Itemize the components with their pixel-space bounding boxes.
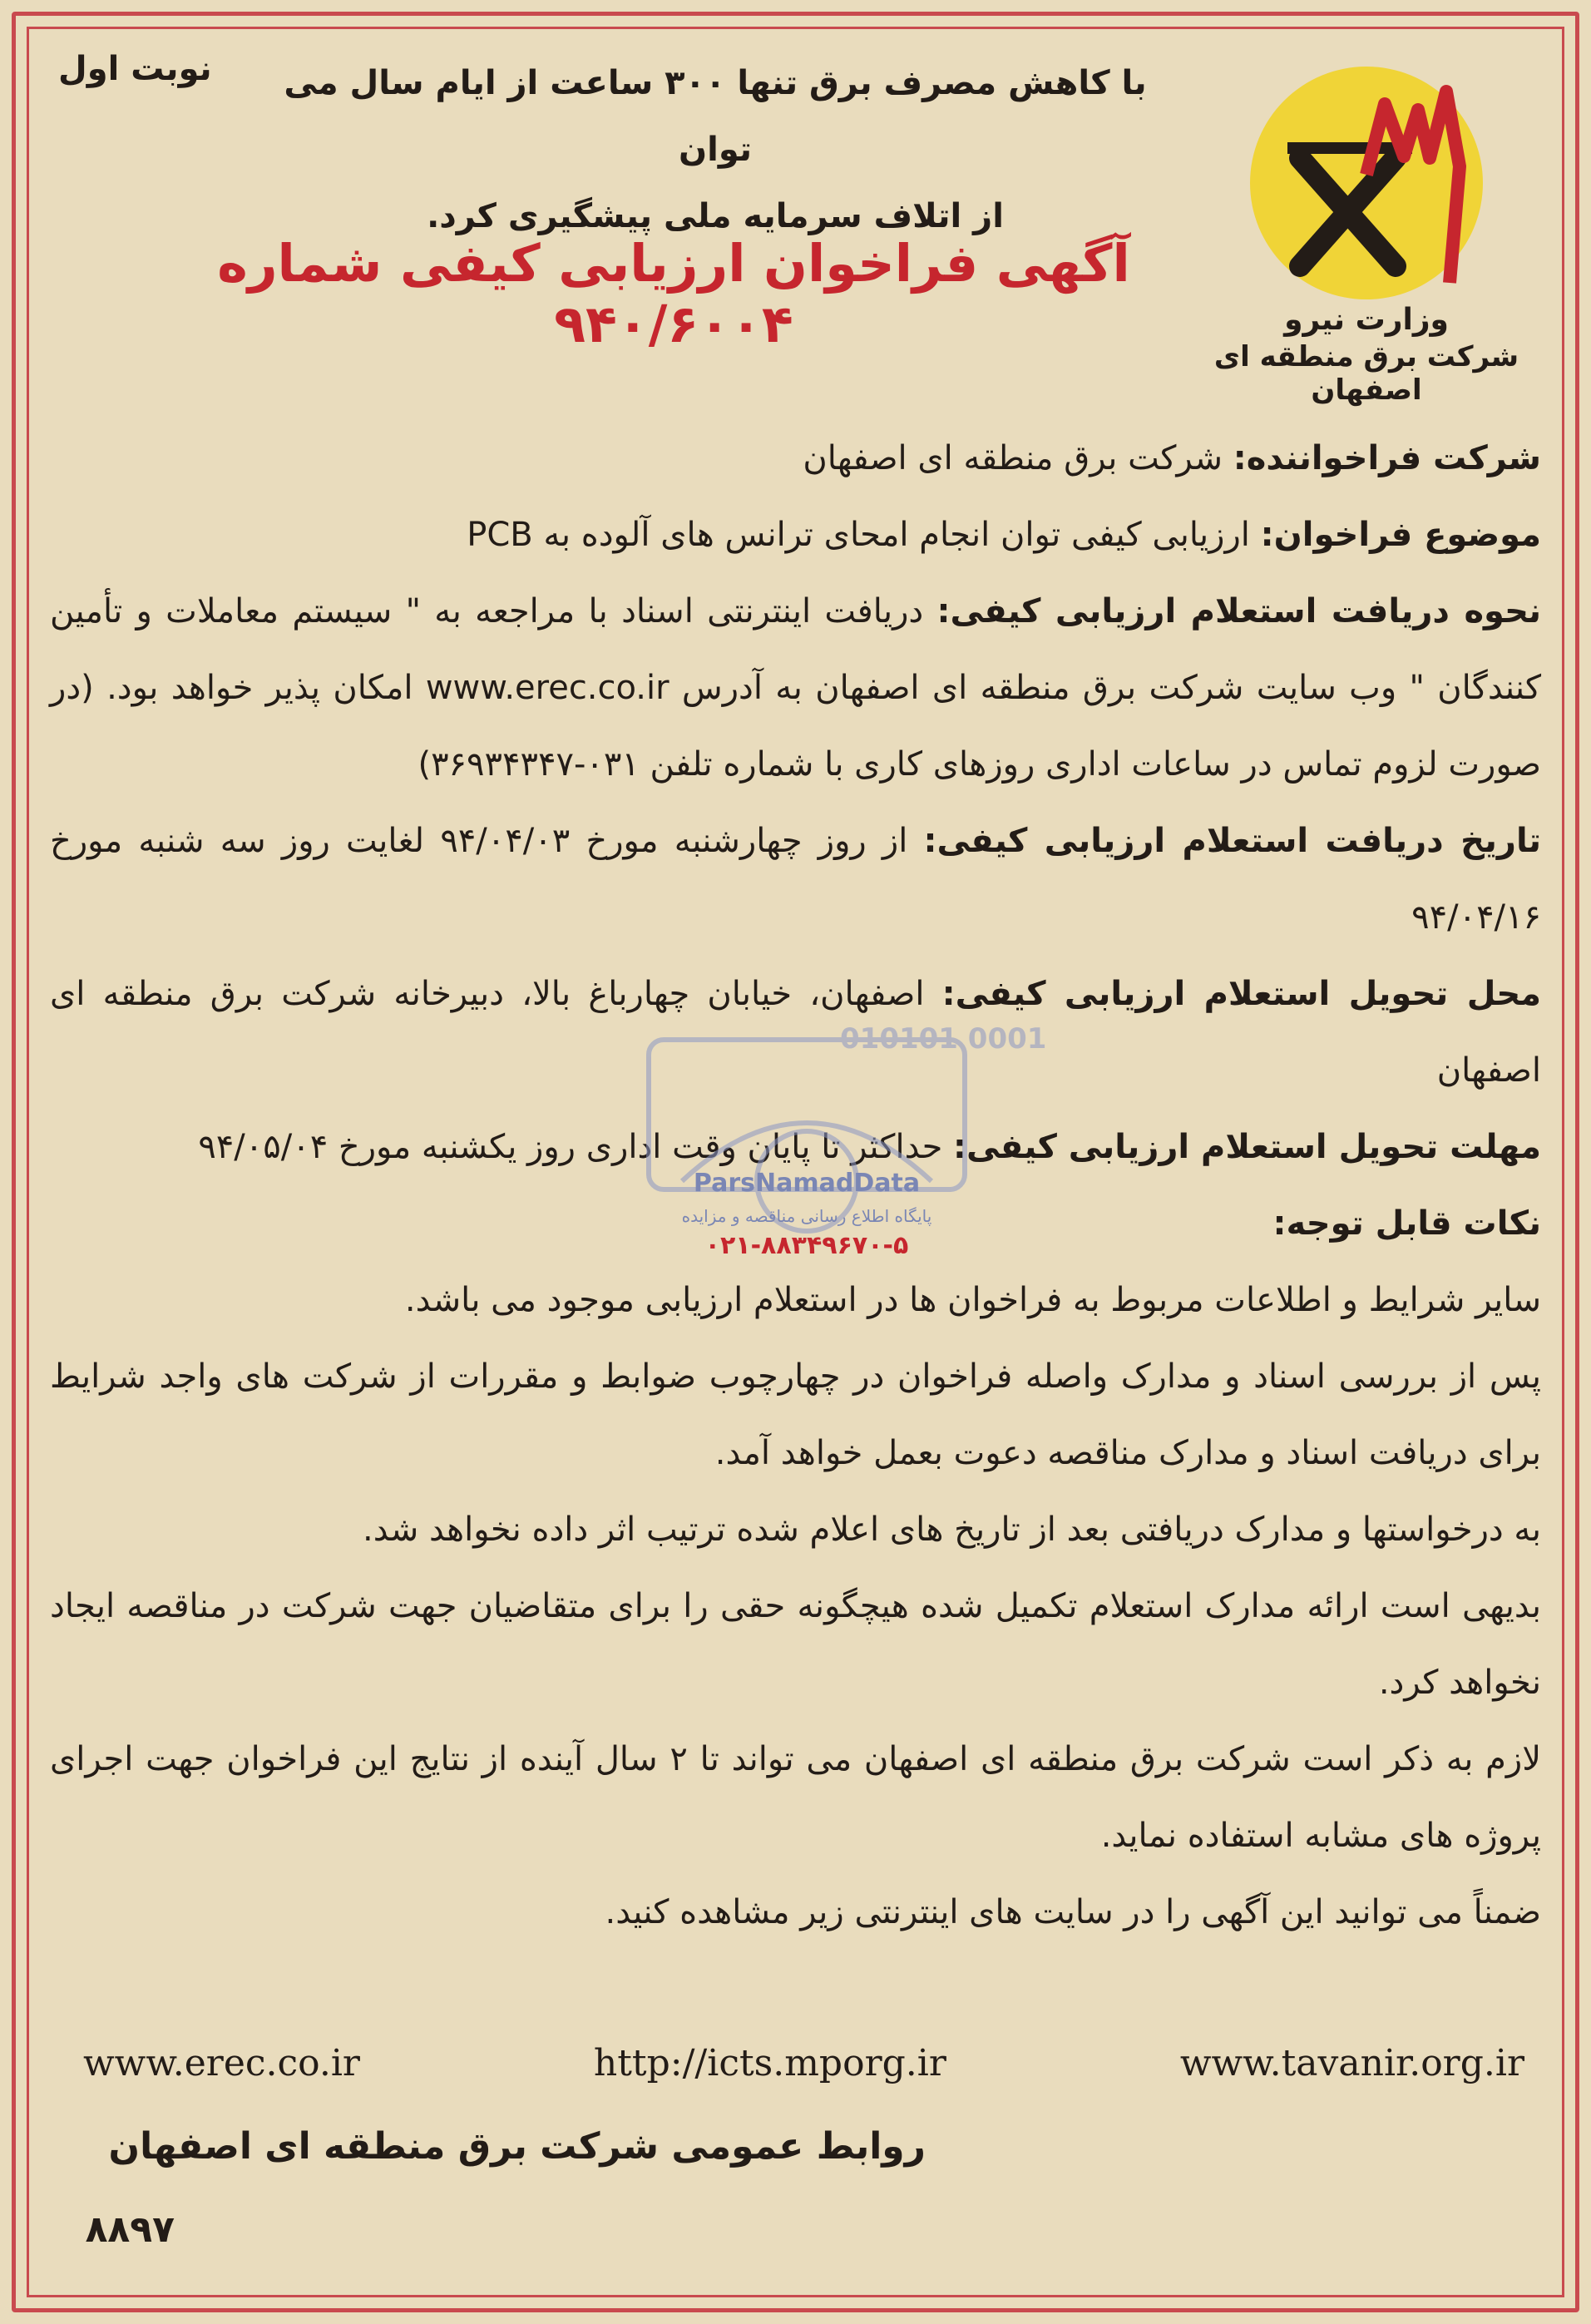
watermark-phone: ۰۲۱-۸۸۳۴۹۶۷۰-۵ [704,1231,909,1260]
note-item: پس از بررسی اسناد و مدارک واصله فراخوان در چهارچوب ضوابط و مقررات از شرکت های واجد شرایط برای دریافت اسناد و مدارک مناقصه دعوت بعمل خواهد آمد. [50,1357,1541,1472]
link-icts[interactable]: http://icts.mporg.ir [593,2042,946,2084]
ministry-label: وزارت نیرو [1284,303,1449,337]
round-label: نوبت اول [58,50,212,88]
slogan-line-1: با کاهش مصرف برق تنها ۳۰۰ ساعت از ایام سال می توان [284,64,1147,169]
watermark-digits: 010101 0001 [840,1022,1047,1056]
slogan-line-2: از اتلاف سرمایه ملی پیشگیری کرد. [427,197,1004,235]
page-title: آگهی فراخوان ارزیابی کیفی شماره ۹۴۰/۶۰۰۴ [217,233,1130,354]
date-label: تاریخ دریافت استعلام ارزیابی کیفی: [923,822,1541,860]
method-value: دریافت اینترنتی اسناد با مراجعه به " سیستم معاملات و تأمین کنندگان " وب سایت شرکت برق منطقه ای اصفهان به آدرس www.erec.co.ir امکان پذیر خواهد بود. (در صورت لزوم تماس در ساعات اداری روزهای کاری با شماره تلفن ۰۳۱-۳۶۹۳۴۳۴۷) [50,592,1541,784]
link-tavanir[interactable]: www.tavanir.org.ir [1179,2042,1524,2084]
notes-label: نکات قابل توجه: [1272,1204,1541,1243]
place-value: اصفهان، خیابان چهارباغ بالا، دبیرخانه شرکت برق منطقه ای اصفهان [50,975,1541,1090]
caller-label: شرکت فراخواننده: [1233,439,1541,477]
date-section [50,803,1541,956]
watermark-brand: ParsNamadData [693,1169,921,1198]
note-item: به درخواستها و مدارک دریافتی بعد از تاریخ های اعلام شده ترتیب اثر داده نخواهد شد. [363,1511,1541,1549]
company-label: شرکت برق منطقه ای اصفهان [1213,340,1519,407]
note-item: لازم به ذکر است شرکت برق منطقه ای اصفهان می تواند تا ۲ سال آینده از نتایج این فراخوان جهت اجرای پروژه های مشابه استفاده نماید. [50,1740,1542,1855]
method-section [50,573,1541,803]
logo-block [1200,58,1533,407]
subject-value: ارزیابی کیفی توان انجام امحای ترانس های آلوده به PCB [467,516,1250,554]
deadline-label: مهلت تحویل استعلام ارزیابی کیفی: [953,1128,1541,1166]
parsnamad-watermark-icon [632,1015,1047,1314]
subject-section [50,497,1541,573]
signoff: روابط عمومی شرکت برق منطقه ای اصفهان [108,2125,926,2168]
note-item: ضمناً می توانید این آگهی را در سایت های اینترنتی زیر مشاهده کنید. [605,1893,1541,1931]
link-erec[interactable]: www.erec.co.ir [83,2042,360,2084]
note-item: بدیهی است ارائه مدارک استعلام تکمیل شده هیچگونه حقی را برای متقاضیان جهت شرکت در مناقصه ایجاد نخواهد کرد. [50,1587,1541,1702]
ad-code: ۸۸۹۷ [85,2208,175,2251]
slogan [258,50,1173,250]
subject-label: موضوع فراخوان: [1260,516,1541,554]
header [50,42,1541,407]
deadline-value: حداکثر تا پایان وقت اداری روز یکشنبه مورخ ۹۴/۰۵/۰۴ [198,1128,943,1166]
caller-section [50,420,1541,497]
place-label: محل تحویل استعلام ارزیابی کیفی: [941,975,1542,1013]
website-links [83,2042,1524,2084]
tavanir-logo-icon [1242,58,1491,308]
date-value: از روز چهارشنبه مورخ ۹۴/۰۴/۰۳ لغایت روز سه شنبه مورخ ۹۴/۰۴/۱۶ [50,822,1541,937]
method-label: نحوه دریافت استعلام ارزیابی کیفی: [936,592,1541,630]
caller-value: شرکت برق منطقه ای اصفهان [803,439,1223,477]
note-item: سایر شرایط و اطلاعات مربوط به فراخوان ها در استعلام ارزیابی موجود می باشد. [404,1281,1541,1319]
watermark-subtitle: پایگاه اطلاع رسانی مناقصه و مزایده [681,1206,932,1226]
